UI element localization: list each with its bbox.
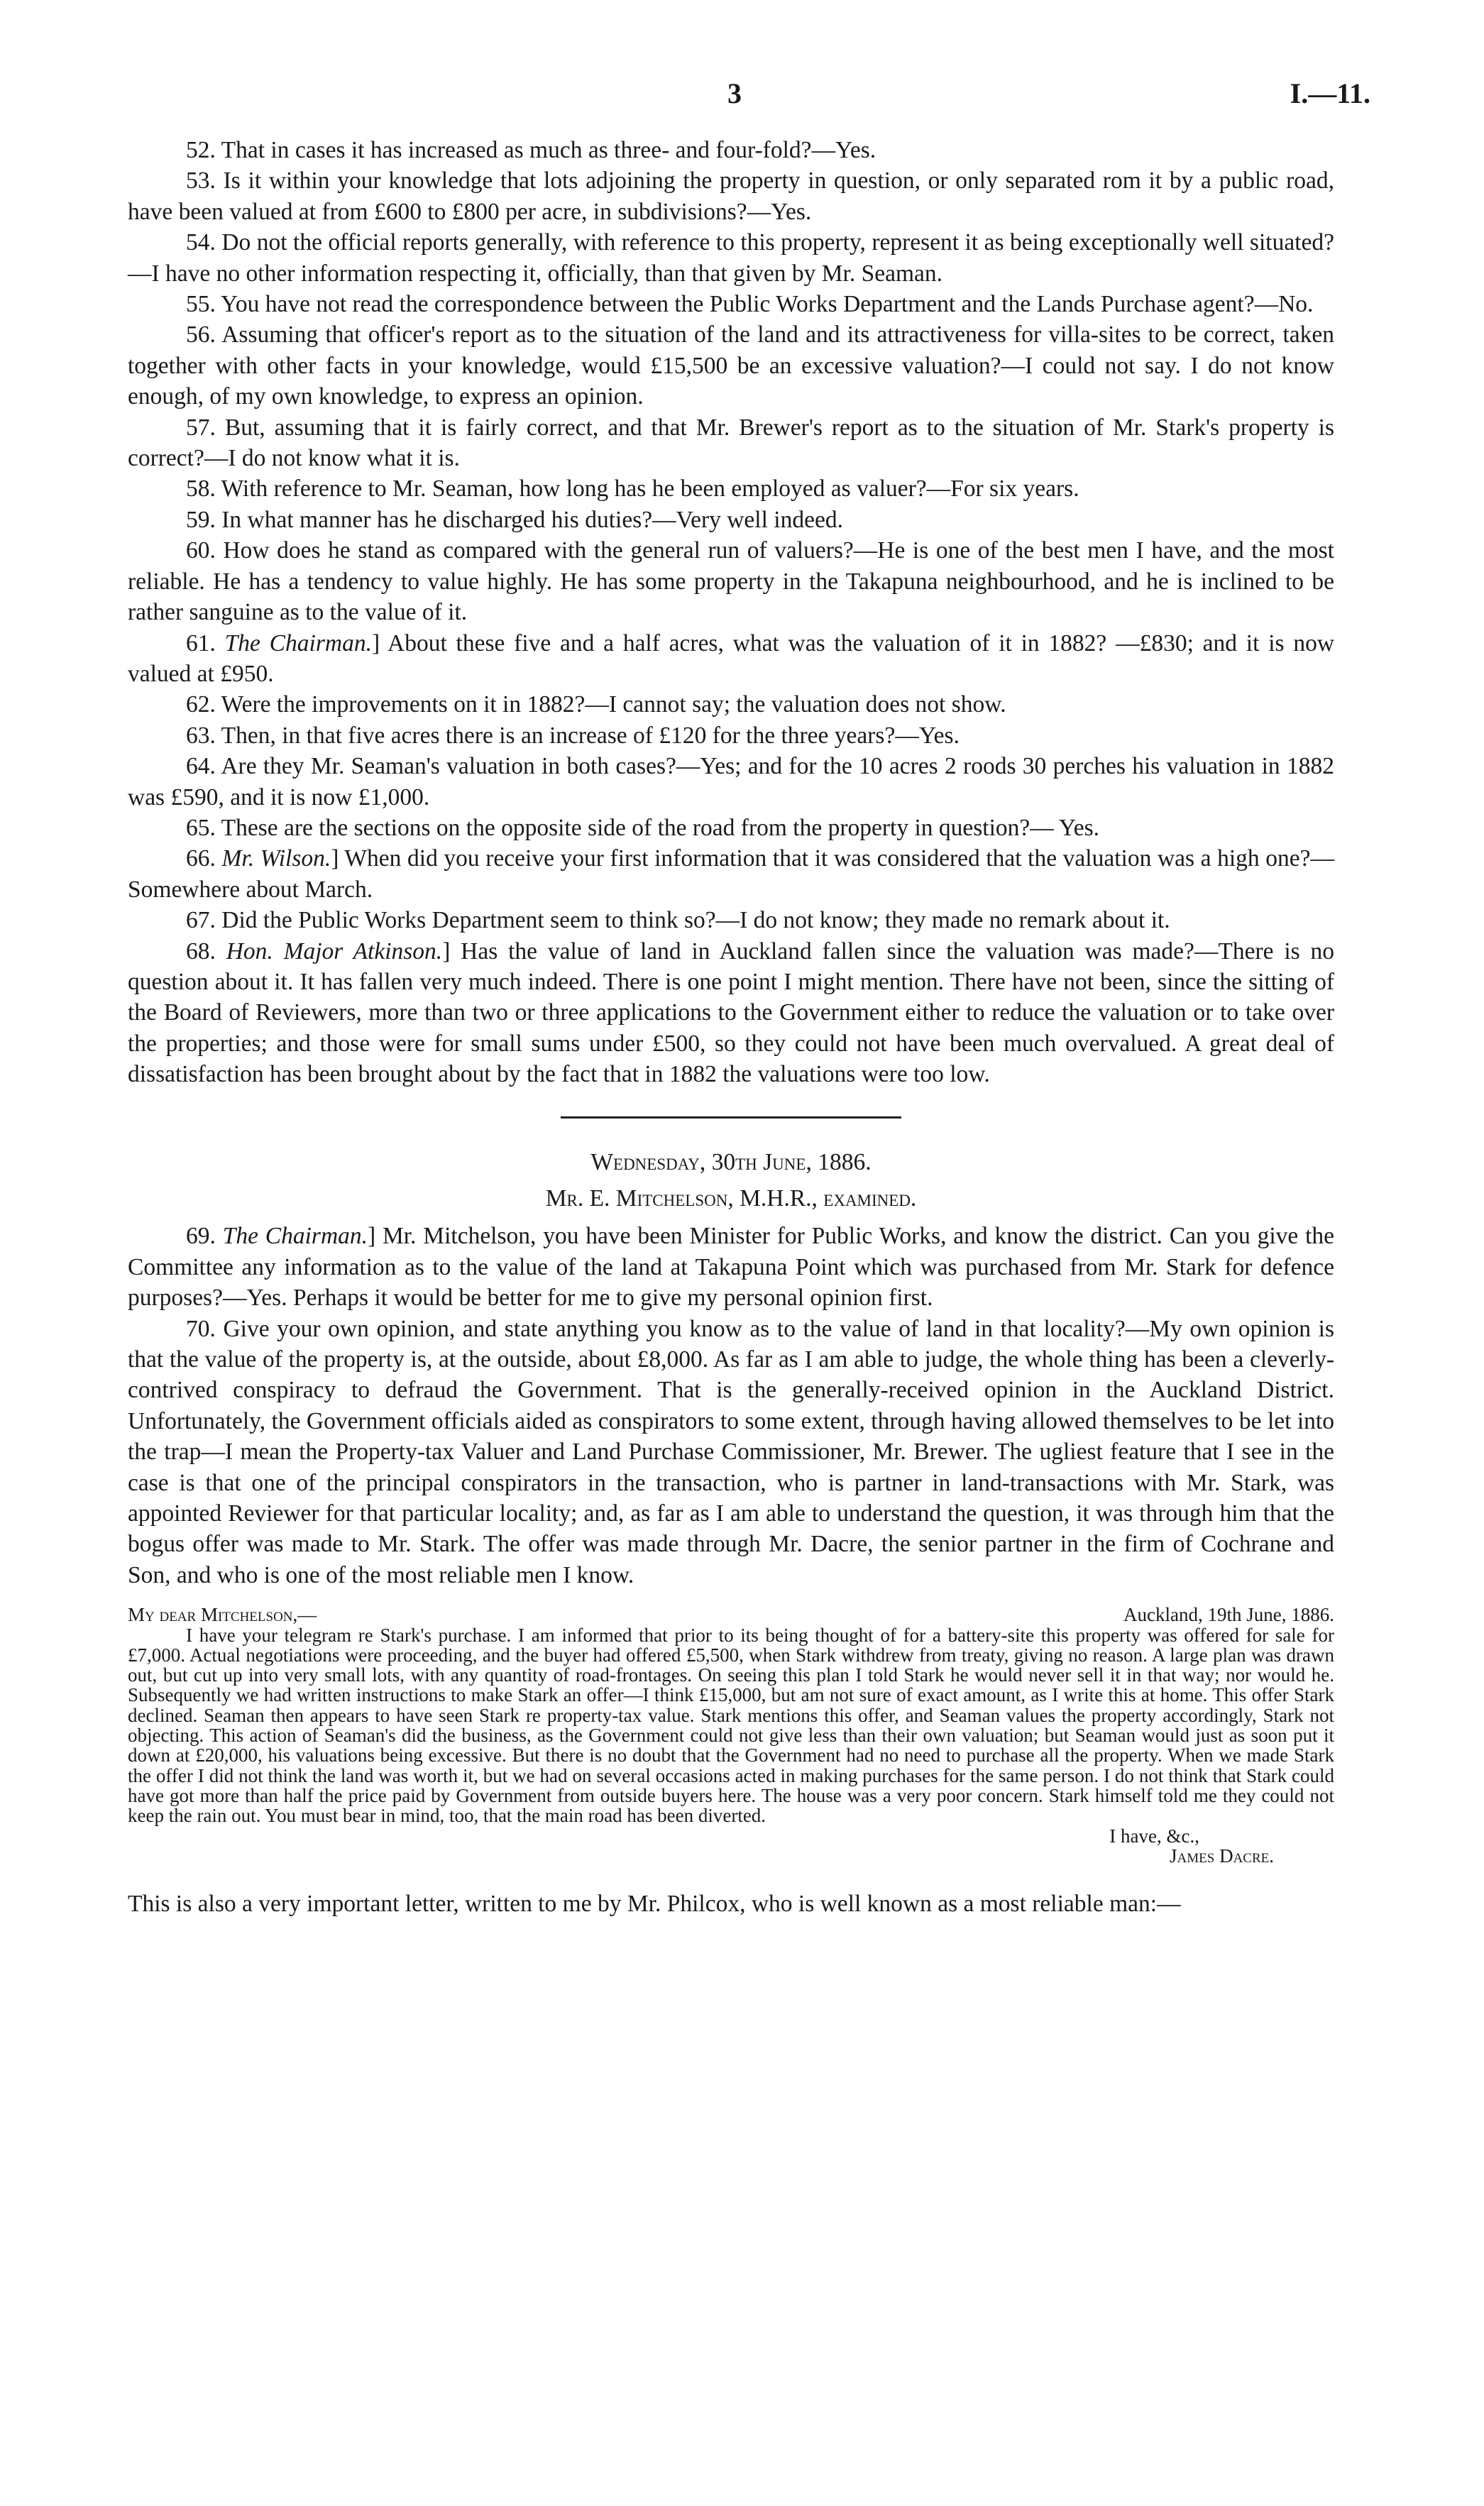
question-65: 65. These are the sections on the opposite side of the road from the property in question?— Yes. bbox=[186, 814, 1100, 841]
question-56: 56. Assuming that officer's report as to the situation of the land and its attractiveness for villa-sites to be correct, taken together with other facts in your knowledge, would £15,500 be an excessive valuation?—I could not say. I do not know enough, of my own knowledge, to express an opinion. bbox=[128, 322, 1334, 410]
letter-heading bbox=[128, 1605, 1334, 1625]
question-64: 64. Are they Mr. Seaman's valuation in both cases?—Yes; and for the 10 acres 2 roods 30 perches his valuation in 1882 was £590, and it is now £1,000. bbox=[128, 753, 1334, 810]
witness-heading: Mr. E. Mitchelson, M.H.R., examined. bbox=[545, 1185, 917, 1211]
paper-identifier: I.—11. bbox=[1290, 77, 1370, 109]
question-57: 57. But, assuming that it is fairly correct, and that Mr. Brewer's report as to the situation of Mr. Stark's property is correct?—I do not know what it is. bbox=[128, 414, 1335, 472]
speaker-name: The Chairman. bbox=[222, 1223, 368, 1250]
letter-salutation: My dear Mitchelson,— bbox=[128, 1604, 317, 1626]
quoted-letter bbox=[128, 1605, 1334, 1866]
question-60: 60. How does he stand as compared with the general run of valuers?—He is one of the best men I have, and the most reliable. He has a tendency to value highly. He has some property in the Takapuna neighbourhood, and he is inclined to be rather sanguine as to the value of it. bbox=[128, 537, 1334, 626]
question-58: 58. With reference to Mr. Seaman, how long has he been employed as valuer?—For six years. bbox=[186, 476, 1079, 502]
letter-closing: I have, &c., bbox=[1109, 1825, 1199, 1847]
question-63: 63. Then, in that five acres there is an increase of £120 for the three years?—Yes. bbox=[186, 722, 960, 749]
speaker-name: The Chairman. bbox=[224, 630, 372, 656]
question-55: 55. You have not read the correspondence between the Public Works Department and the Lands Purchase agent?—No. bbox=[186, 291, 1314, 318]
question-70: 70. Give your own opinion, and state anything you know as to the value of land in that locality?—My own opinion is that the value of the property is, at the outside, about £8,000. As far as I am able to judge, the whole thing has been a cleverly-contrived conspiracy to defraud the Government. That is the generally-received opinion in the Auckland District. Unfortunately, the Government officials aided as conspirators to some extent, through having allowed themselves to be let into the trap—I mean the Property-tax Valuer and Land Purchase Commissioner, Mr. Brewer. The ugliest feature that I see in the case is that one of the principal conspirators in the transaction, who is partner in land-transactions with Mr. Stark, was appointed Reviewer for that particular locality; and, as far as I am able to understand the question, it was through him that the bogus offer was made to Mr. Stark. The offer was made through Mr. Dacre, the senior partner in the firm of Cochrane and Son, and who is one of the most reliable men I know. bbox=[128, 1315, 1334, 1588]
document-body bbox=[128, 135, 1334, 1920]
question-62: 62. Were the improvements on it in 1882?—I cannot say; the valuation does not show. bbox=[186, 691, 1006, 718]
letter-place-date: Auckland, 19th June, 1886. bbox=[1123, 1604, 1334, 1626]
section-divider bbox=[561, 1116, 901, 1119]
question-53: 53. Is it within your knowledge that lots adjoining the property in question, or only separated rom it by a public road, have been valued at from £600 to £800 per acre, in subdivisions?—Yes. bbox=[128, 167, 1334, 225]
session-date-heading: Wednesday, 30th June, 1886. bbox=[590, 1148, 872, 1175]
question-69: 69. The Chairman.] Mr. Mitchelson, you have been Minister for Public Works, and know the district. Can you give the Committee any information as to the value of the land at Takapuna Point which was purchased from Mr. Stark for defence purposes?—Yes. Perhaps it would be better for me to give my personal opinion first. bbox=[128, 1223, 1334, 1312]
letter-body: I have your telegram re Stark's purchase. I am informed that prior to its being thought of for a battery-site this property was offered for sale for £7,000. Actual negotiations were proceeding, and the buyer had offered £5,500, when Stark withdrew from treaty, giving no reason. A large plan was drawn out, but cut up into very small lots, with any quantity of road-frontages. On seeing this plan I told Stark he would never sell it in that way; nor would he. Subsequently we had written instructions to make Stark an offer—I think £15,000, but am not sure of exact amount, as I write this at home. This offer Stark declined. Seaman then appears to have seen Stark re property-tax value. Stark mentions this offer, and Seaman values the property accordingly, Stark not objecting. This action of Seaman's did the business, as the Government could not give less than their own valuation; but Seaman would just as soon put it down at £20,000, his valuations being excessive. But there is no doubt that the Government had no need to purchase all the property. When we made Stark the offer I did not think the land was worth it, but we had on several occasions acted in making purchases for the same person. I do not think that Stark could have got more than half the price paid by Government from outside buyers here. The house was a very poor concern. Stark himself told me they could not keep the rain out. You must bear in mind, too, that the main road has been diverted. bbox=[128, 1624, 1334, 1827]
question-66: 66. Mr. Wilson.] When did you receive your first information that it was considered that the valuation was a high one?—Somewhere about March. bbox=[128, 845, 1335, 903]
question-59: 59. In what manner has he discharged his duties?—Very well indeed. bbox=[186, 506, 843, 533]
speaker-name: Hon. Major Atkinson. bbox=[226, 938, 443, 965]
question-61: 61. The Chairman.] About these five and a half acres, what was the valuation of it in 1882? —£830; and it is now valued at £950. bbox=[128, 630, 1335, 687]
question-67: 67. Did the Public Works Department seem to think so?—I do not know; they made no remark about it. bbox=[186, 907, 1170, 934]
speaker-name: Mr. Wilson. bbox=[221, 845, 331, 872]
page-header bbox=[0, 77, 1484, 119]
question-68: 68. Hon. Major Atkinson.] Has the value of land in Auckland fallen since the valuation was made?—There is no question about it. It has fallen very much indeed. There is one point I might mention. There have not been, since the sitting of the Board of Reviewers, more than two or three applications to the Government either to reduce the valuation or to take over the properties; and those were for small sums under £500, so they could not have been much overvalued. A great deal of dissatisfaction has been brought about by the fact that in 1882 the valuations were too low. bbox=[128, 938, 1334, 1088]
question-52: 52. That in cases it has increased as much as three- and four-fold?—Yes. bbox=[186, 137, 876, 163]
question-54: 54. Do not the official reports generally, with reference to this property, represent it as being exceptionally well situated?—I have no other information respecting it, officially, than that given by Mr. Seaman. bbox=[128, 229, 1334, 287]
page-number: 3 bbox=[727, 77, 742, 109]
closing-paragraph: This is also a very important letter, written to me by Mr. Philcox, who is well known as a most reliable man:— bbox=[128, 1891, 1181, 1918]
letter-signature: James Dacre. bbox=[1170, 1845, 1274, 1867]
